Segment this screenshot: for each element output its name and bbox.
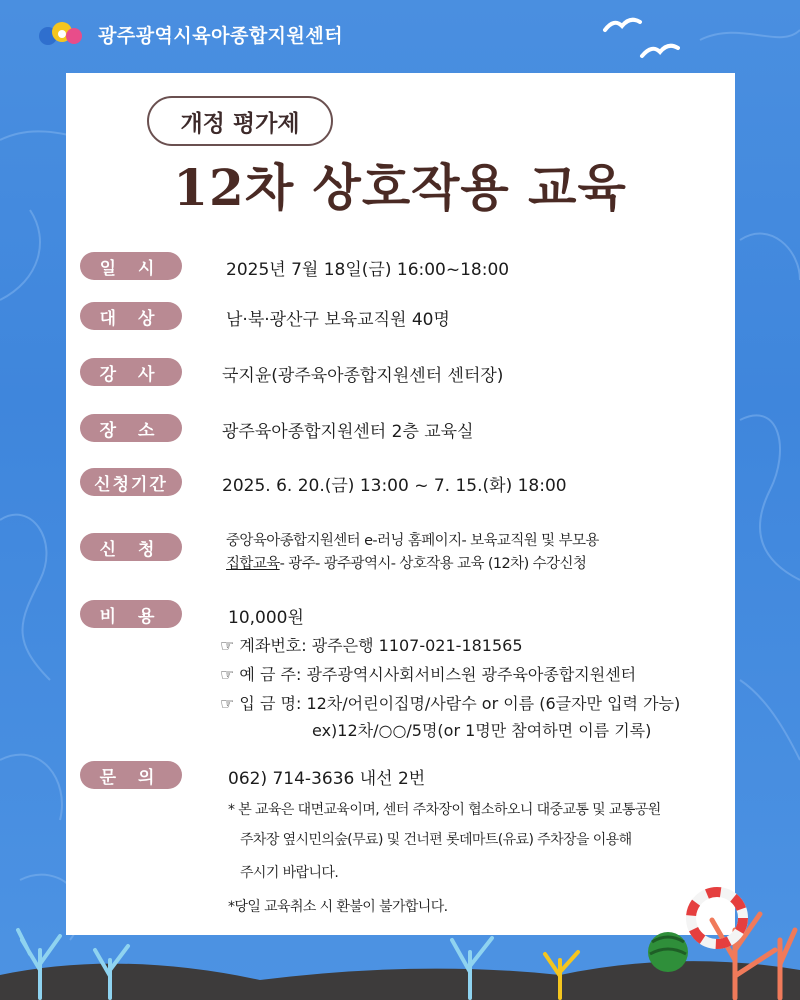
value-apply-line1: 중앙육아종합지원센터 e-러닝 홈페이지- 보육교직원 및 부모용 [226, 533, 599, 549]
value-contact: 062) 714-3636 내선 2번 [228, 769, 426, 789]
note-line-1: * 본 교육은 대면교육이며, 센터 주차장이 협소하오니 대중교통 및 교통공원 [228, 802, 661, 818]
label-period: 신청기간 [80, 468, 182, 496]
label-date: 일 시 [80, 252, 182, 280]
value-location: 광주육아종합지원센터 2층 교육실 [222, 422, 474, 442]
note-line-4: *당일 교육취소 시 환불이 불가합니다. [228, 899, 448, 915]
note-line-3: 주시기 바랍니다. [240, 865, 339, 881]
fee-holder: ☞ 예 금 주: 광주광역시사회서비스원 광주육아종합지원센터 [220, 665, 637, 684]
fee-depositor: ☞ 입 금 명: 12차/어린이집명/사람수 or 이름 (6글자만 입력 가능) [220, 694, 681, 713]
label-instructor: 강 사 [80, 358, 182, 386]
value-instructor: 국지윤(광주육아종합지원센터 센터장) [222, 366, 504, 386]
seagull-icon [600, 10, 680, 65]
fee-account: ☞ 계좌번호: 광주은행 1107-021-181565 [220, 636, 523, 655]
apply-underlined-text: 집합교육 [226, 556, 280, 572]
fee-example: ex)12차/○○/5명(or 1명만 참여하면 이름 기록) [312, 721, 652, 740]
label-target: 대 상 [80, 302, 182, 330]
org-name: 광주광역시육아종합지원센터 [98, 24, 344, 47]
value-period: 2025. 6. 20.(금) 13:00 ~ 7. 15.(화) 18:00 [222, 476, 567, 496]
apply-rest-text: - 광주- 광주광역시- 상호작용 교육 (12차) 수강신청 [279, 556, 587, 572]
note-line-2: 주차장 옆시민의숲(무료) 및 건너편 롯데마트(유료) 주차장을 이용해 [240, 832, 632, 848]
ocean-floor-decoration [0, 880, 800, 1000]
label-contact: 문 의 [80, 761, 182, 789]
label-fee: 비 용 [80, 600, 182, 628]
value-target: 남·북·광산구 보육교직원 40명 [226, 310, 450, 330]
label-location: 장 소 [80, 414, 182, 442]
value-fee: 10,000원 [228, 608, 304, 628]
value-apply-line2 [226, 552, 586, 573]
value-date: 2025년 7월 18일(금) 16:00~18:00 [226, 260, 510, 280]
center-logo-icon [36, 20, 88, 48]
label-apply: 신 청 [80, 533, 182, 561]
header [36, 20, 343, 48]
revision-badge: 개정 평가제 [147, 96, 333, 146]
page-title: 12차 상호작용 교육 [173, 158, 627, 217]
